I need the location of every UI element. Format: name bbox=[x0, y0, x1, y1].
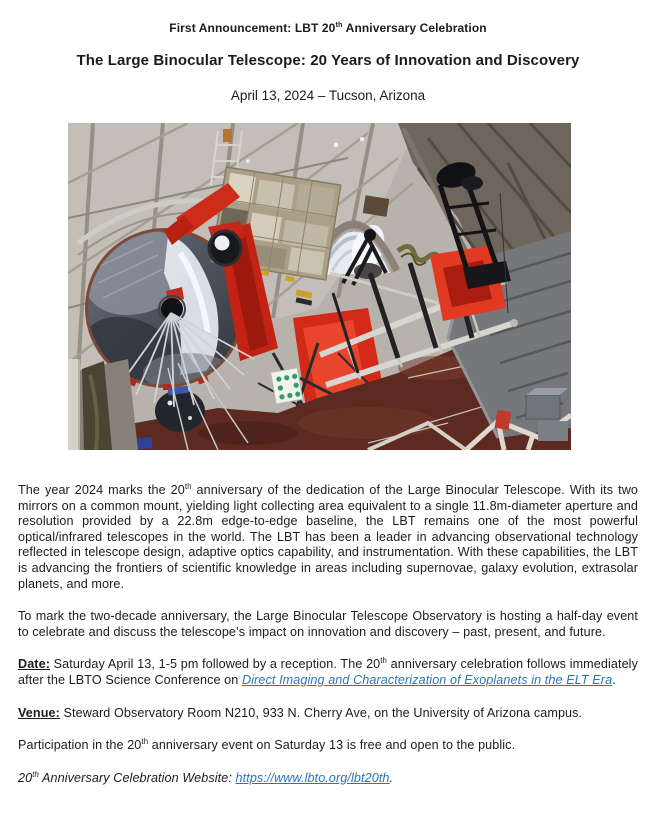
exoplanets-conference-link[interactable]: Direct Imaging and Characterization of Exoplanets in the ELT Era bbox=[242, 672, 613, 687]
venue-paragraph bbox=[18, 706, 638, 722]
website-text-a: 20 bbox=[18, 770, 33, 785]
announcement-text-pre: First Announcement: LBT 20 bbox=[169, 21, 336, 35]
participation-text-b: anniversary event on Saturday 13 is free and open to the public. bbox=[148, 738, 516, 753]
date-text-b: anniversary celebration follows immediately after the LBTO Science Conference on bbox=[18, 657, 638, 687]
venue-text: Steward Observatory Room N210, 933 N. Cherry Ave, on the University of Arizona campus. bbox=[59, 705, 583, 720]
participation-text-a: Participation in the 20 bbox=[18, 738, 142, 753]
date-superscript: th bbox=[380, 656, 387, 666]
intro-text-b: anniversary of the dedication of the Large Binocular Telescope. With its two mirrors on a common mount, yielding light collecting area equivalent to a single 11.8m-diameter aperture and resolution provided by a 22.8m edge-to-edge baseline, the LBT remains one of the most powerful optical/infrared telescopes in the world. The LBT has been a leader in advancing observational technology reflected in telescope design, adaptive optics capability, and instrumentation. With these capabilities, the LBT is advancing the frontiers of scientific knowledge in areas including supernovae, galaxy evolution, extrasolar planets, and more. bbox=[18, 483, 638, 591]
intro-superscript: th bbox=[184, 481, 192, 491]
venue-label: Venue: bbox=[18, 705, 60, 720]
date-paragraph bbox=[18, 657, 638, 688]
telescope-photo-illustration bbox=[68, 123, 571, 450]
website-text-end: . bbox=[389, 770, 394, 785]
date-label: Date: bbox=[18, 657, 50, 672]
date-text-a: Saturday April 13, 1-5 pm followed by a reception. The 20 bbox=[50, 657, 381, 672]
participation-paragraph bbox=[18, 738, 638, 754]
intro-paragraph bbox=[18, 483, 638, 592]
announcement-superscript: th bbox=[335, 20, 343, 29]
document-title: The Large Binocular Telescope: 20 Years of Innovation and Discovery bbox=[76, 52, 580, 69]
announcement-text-post: Anniversary Celebration bbox=[342, 21, 487, 35]
website-paragraph bbox=[18, 771, 638, 787]
telescope-photo bbox=[68, 123, 571, 450]
intro-text-a: The year 2024 marks the 20 bbox=[18, 483, 185, 497]
website-text-b: Anniversary Celebration Website: bbox=[38, 770, 236, 785]
date-text-end: . bbox=[612, 672, 616, 687]
event-overview-paragraph: To mark the two-decade anniversary, the Large Binocular Telescope Observatory is hosting a half-day event to celebrate and discuss the telescope’s impact on innovation and discovery – past, present, and future. bbox=[18, 609, 638, 639]
calibration-card bbox=[271, 368, 303, 404]
participation-superscript: th bbox=[141, 736, 149, 746]
website-superscript: th bbox=[32, 769, 39, 779]
lbt20th-website-link[interactable]: https://www.lbto.org/lbt20th bbox=[235, 770, 390, 785]
event-dateline: April 13, 2024 – Tucson, Arizona bbox=[230, 88, 426, 103]
first-announcement-heading bbox=[18, 21, 638, 35]
